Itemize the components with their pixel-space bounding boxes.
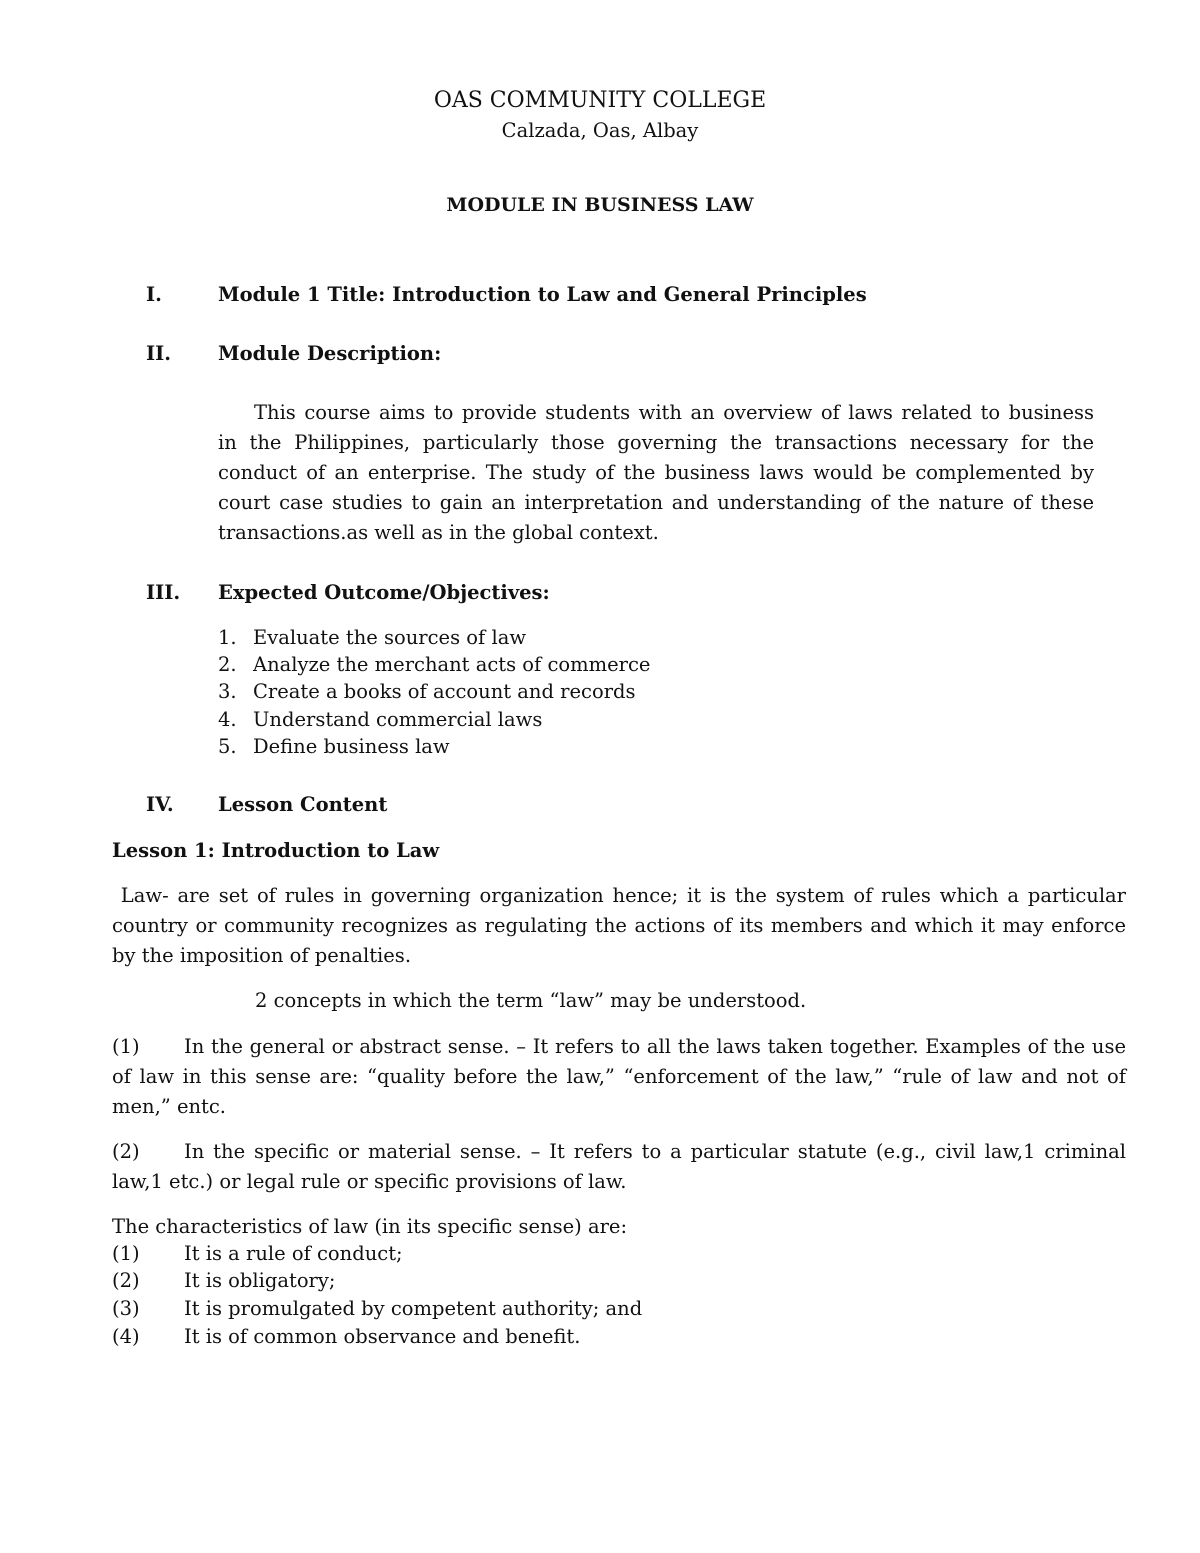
- characteristic-text: It is promulgated by competent authority; and: [184, 1297, 643, 1320]
- concept-1-line: In the general or abstract sense. – It refers to all the laws taken together. Examples of the use: [184, 1035, 1126, 1058]
- section-1-number: I.: [146, 283, 162, 306]
- law-definition-line: Law- are set of rules in governing organization hence; it is the system of rules which a particular: [112, 884, 1126, 907]
- objective-number: 3.: [218, 680, 237, 703]
- law-definition-line: country or community recognizes as regulating the actions of its members and which it may enforce: [112, 914, 1126, 937]
- concept-2-number: (2): [112, 1140, 140, 1163]
- characteristic-number: (1): [112, 1242, 140, 1265]
- description-line: transactions.as well as in the global context.: [218, 521, 659, 544]
- section-4-title: Lesson Content: [218, 793, 388, 816]
- objective-text: Understand commercial laws: [253, 708, 543, 731]
- section-2-title: Module Description:: [218, 342, 442, 365]
- law-definition: [112, 881, 1126, 971]
- objective-text: Evaluate the sources of law: [253, 626, 527, 649]
- objective-number: 4.: [218, 708, 237, 731]
- characteristic-number: (4): [112, 1325, 140, 1348]
- description-line: court case studies to gain an interpretation and understanding of the nature of these: [218, 491, 1094, 514]
- law-definition-line: by the imposition of penalties.: [112, 944, 412, 967]
- objective-number: 1.: [218, 626, 237, 649]
- characteristic-text: It is obligatory;: [184, 1269, 336, 1292]
- objective-number: 5.: [218, 735, 237, 758]
- concept-1-number: (1): [112, 1035, 140, 1058]
- concept-1-text: [112, 1032, 1126, 1122]
- characteristic-number: (2): [112, 1269, 140, 1292]
- section-3-number: III.: [146, 581, 181, 604]
- college-address: Calzada, Oas, Albay: [501, 119, 699, 142]
- characteristics-intro: The characteristics of law (in its specific sense) are:: [112, 1215, 628, 1238]
- concept-1-line: men,” entc.: [112, 1095, 227, 1118]
- concept-2-line: In the specific or material sense. – It refers to a particular statute (e.g., civil law,1 criminal: [184, 1140, 1126, 1163]
- concept-1-line: of law in this sense are: “quality before the law,” “enforcement of the law,” “rule of law and not of: [112, 1065, 1126, 1088]
- objective-text: Create a books of account and records: [253, 680, 636, 703]
- section-4-number: IV.: [146, 793, 174, 816]
- concepts-intro: 2 concepts in which the term “law” may be understood.: [255, 989, 807, 1012]
- description-line: in the Philippines, particularly those governing the transactions necessary for the: [218, 431, 1094, 454]
- module-description: [218, 398, 1094, 548]
- section-1-title: Module 1 Title: Introduction to Law and General Principles: [218, 283, 867, 306]
- section-2-number: II.: [146, 342, 172, 365]
- college-name: OAS COMMUNITY COLLEGE: [433, 88, 767, 113]
- description-line: conduct of an enterprise. The study of the business laws would be complemented by: [218, 461, 1094, 484]
- characteristic-text: It is a rule of conduct;: [184, 1242, 403, 1265]
- concept-2-text: [112, 1137, 1126, 1197]
- lesson-title: Lesson 1: Introduction to Law: [112, 839, 440, 862]
- objective-text: Define business law: [253, 735, 450, 758]
- characteristic-number: (3): [112, 1297, 140, 1320]
- objective-number: 2.: [218, 653, 237, 676]
- objective-text: Analyze the merchant acts of commerce: [253, 653, 651, 676]
- characteristic-text: It is of common observance and benefit.: [184, 1325, 581, 1348]
- section-3-title: Expected Outcome/Objectives:: [218, 581, 550, 604]
- description-line: This course aims to provide students with an overview of laws related to business: [254, 401, 1094, 424]
- concept-2-line: law,1 etc.) or legal rule or specific provisions of law.: [112, 1170, 627, 1193]
- module-heading: MODULE IN BUSINESS LAW: [446, 194, 754, 216]
